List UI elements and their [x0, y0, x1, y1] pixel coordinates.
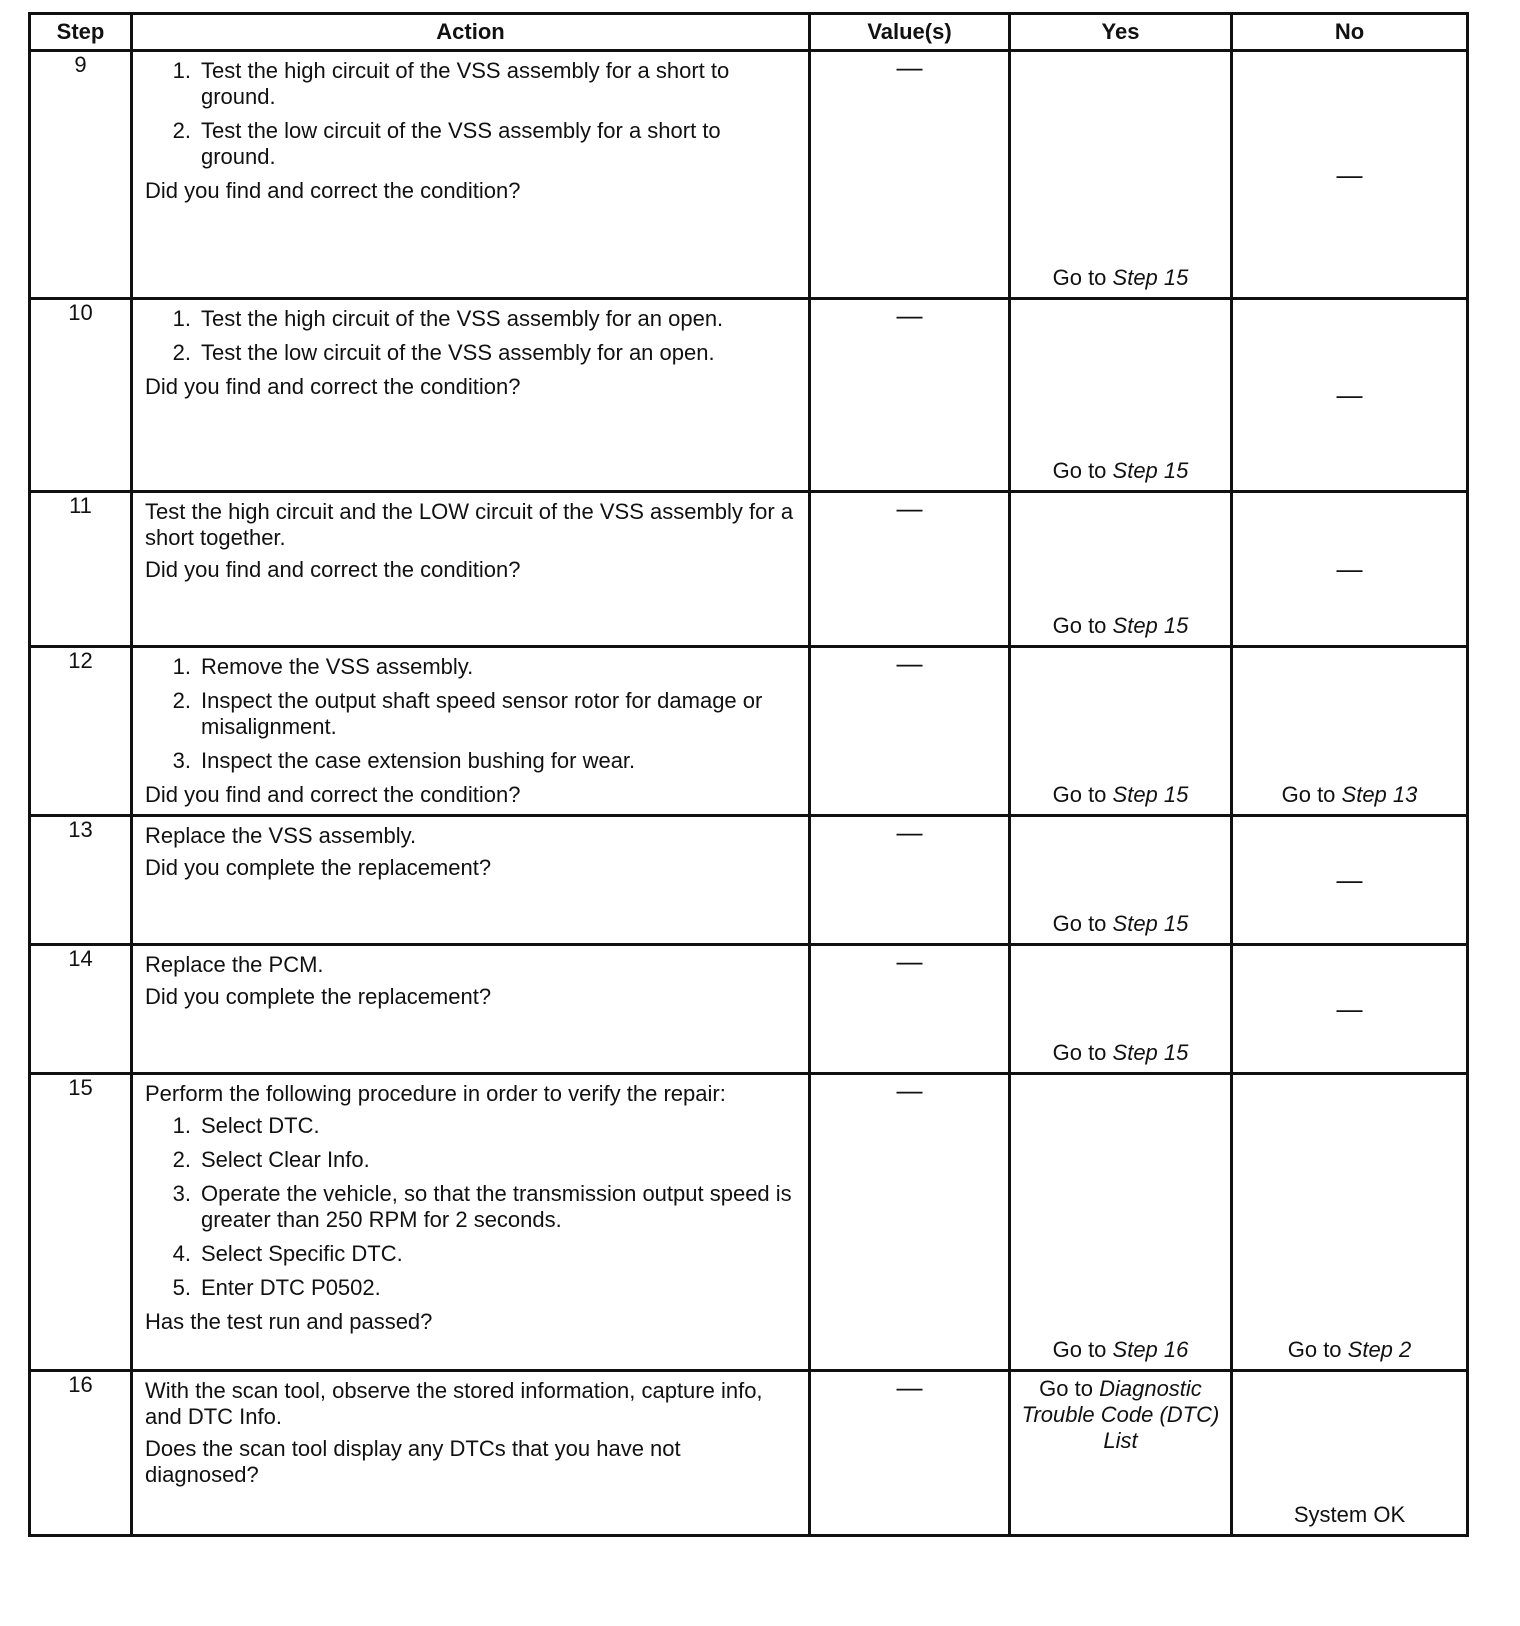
action-question: Did you find and correct the condition? — [145, 178, 521, 203]
list-item: 3. Operate the vehicle, so that the transmission output speed is greater than 250 RPM for 2 seconds. — [172, 1181, 792, 1232]
step-number: 12 — [30, 647, 132, 816]
list-item: 4. Select Specific DTC. — [172, 1241, 403, 1266]
value-cell: — — [810, 647, 1010, 816]
step-number: 13 — [30, 816, 132, 945]
header-yes: Yes — [1010, 14, 1232, 51]
yes-cell — [1010, 1074, 1232, 1371]
no-goto: Go to Step 2 — [1287, 1337, 1412, 1362]
no-cell: — — [1232, 299, 1468, 492]
header-values: Value(s) — [810, 14, 1010, 51]
no-cell: — — [1232, 51, 1468, 299]
table-row-step-16 — [30, 1371, 1468, 1536]
action-cell — [132, 1074, 810, 1371]
list-item: 1. Remove the VSS assembly. — [172, 654, 474, 679]
table-row-step-12 — [30, 647, 1468, 816]
step-number: 16 — [30, 1371, 132, 1536]
yes-cell — [1010, 299, 1232, 492]
yes-goto: Go to Step 15 — [1052, 458, 1189, 483]
action-cell — [132, 647, 810, 816]
action-steps — [145, 1113, 798, 1309]
list-item: 2. Test the low circuit of the VSS assembly for a short to ground. — [172, 118, 721, 169]
yes-goto: Go to Step 15 — [1052, 911, 1189, 936]
list-item: 5. Enter DTC P0502. — [172, 1275, 381, 1300]
value-cell: — — [810, 492, 1010, 647]
header-row — [30, 14, 1468, 51]
action-steps — [145, 654, 798, 782]
yes-cell — [1010, 51, 1232, 299]
table-row-step-10 — [30, 299, 1468, 492]
action-intro: Replace the VSS assembly. — [145, 823, 417, 848]
header-step: Step — [30, 14, 132, 51]
no-cell — [1232, 647, 1468, 816]
yes-cell — [1010, 816, 1232, 945]
list-item: 1. Select DTC. — [172, 1113, 320, 1138]
table-row-step-9 — [30, 51, 1468, 299]
yes-cell — [1010, 492, 1232, 647]
step-number: 11 — [30, 492, 132, 647]
value-cell: — — [810, 1371, 1010, 1536]
yes-cell — [1010, 1371, 1232, 1536]
action-intro: Replace the PCM. — [145, 952, 324, 977]
list-item: 2. Select Clear Info. — [172, 1147, 370, 1172]
yes-goto: Go to Step 15 — [1052, 265, 1189, 290]
yes-goto: Go to Step 16 — [1052, 1337, 1189, 1362]
yes-cell — [1010, 647, 1232, 816]
yes-goto: Go to Diagnostic Trouble Code (DTC) List — [1021, 1376, 1220, 1453]
action-steps — [145, 306, 798, 374]
no-cell: — — [1232, 492, 1468, 647]
action-cell — [132, 945, 810, 1074]
no-cell: — — [1232, 816, 1468, 945]
list-item: 1. Test the high circuit of the VSS assembly for a short to ground. — [172, 58, 730, 109]
list-item: 2. Test the low circuit of the VSS assembly for an open. — [172, 340, 715, 365]
action-cell — [132, 299, 810, 492]
action-cell — [132, 51, 810, 299]
diagnostic-table — [28, 12, 1469, 1537]
step-number: 14 — [30, 945, 132, 1074]
step-number: 9 — [30, 51, 132, 299]
value-cell: — — [810, 945, 1010, 1074]
value-cell: — — [810, 299, 1010, 492]
value-cell: — — [810, 51, 1010, 299]
action-question: Did you complete the replacement? — [145, 984, 492, 1009]
header-action: Action — [132, 14, 810, 51]
action-question: Did you find and correct the condition? — [145, 782, 521, 807]
action-cell — [132, 816, 810, 945]
list-item: 1. Test the high circuit of the VSS assembly for an open. — [172, 306, 724, 331]
no-cell: — — [1232, 945, 1468, 1074]
action-cell — [132, 492, 810, 647]
yes-cell — [1010, 945, 1232, 1074]
action-intro: Test the high circuit and the LOW circuit of the VSS assembly for a short together. — [145, 499, 794, 550]
action-steps — [145, 58, 798, 178]
table-row-step-13 — [30, 816, 1468, 945]
list-item: 3. Inspect the case extension bushing for wear. — [172, 748, 636, 773]
no-cell — [1232, 1371, 1468, 1536]
action-cell — [132, 1371, 810, 1536]
action-question: Has the test run and passed? — [145, 1309, 433, 1334]
yes-goto: Go to Step 15 — [1052, 613, 1189, 638]
action-question: Did you find and correct the condition? — [145, 374, 521, 399]
table-row-step-11 — [30, 492, 1468, 647]
yes-goto: Go to Step 15 — [1052, 782, 1189, 807]
no-result: System OK — [1293, 1502, 1406, 1527]
list-item: 2. Inspect the output shaft speed sensor rotor for damage or misalignment. — [172, 688, 763, 739]
value-cell: — — [810, 816, 1010, 945]
action-question: Does the scan tool display any DTCs that you have not diagnosed? — [145, 1436, 681, 1487]
value-cell: — — [810, 1074, 1010, 1371]
table-row-step-14 — [30, 945, 1468, 1074]
no-goto: Go to Step 13 — [1281, 782, 1418, 807]
action-intro: With the scan tool, observe the stored information, capture info, and DTC Info. — [145, 1378, 763, 1429]
action-question: Did you find and correct the condition? — [145, 557, 521, 582]
header-no: No — [1232, 14, 1468, 51]
step-number: 15 — [30, 1074, 132, 1371]
step-number: 10 — [30, 299, 132, 492]
action-question: Did you complete the replacement? — [145, 855, 492, 880]
yes-goto: Go to Step 15 — [1052, 1040, 1189, 1065]
table-row-step-15 — [30, 1074, 1468, 1371]
no-cell — [1232, 1074, 1468, 1371]
action-intro: Perform the following procedure in order to verify the repair: — [145, 1081, 726, 1106]
